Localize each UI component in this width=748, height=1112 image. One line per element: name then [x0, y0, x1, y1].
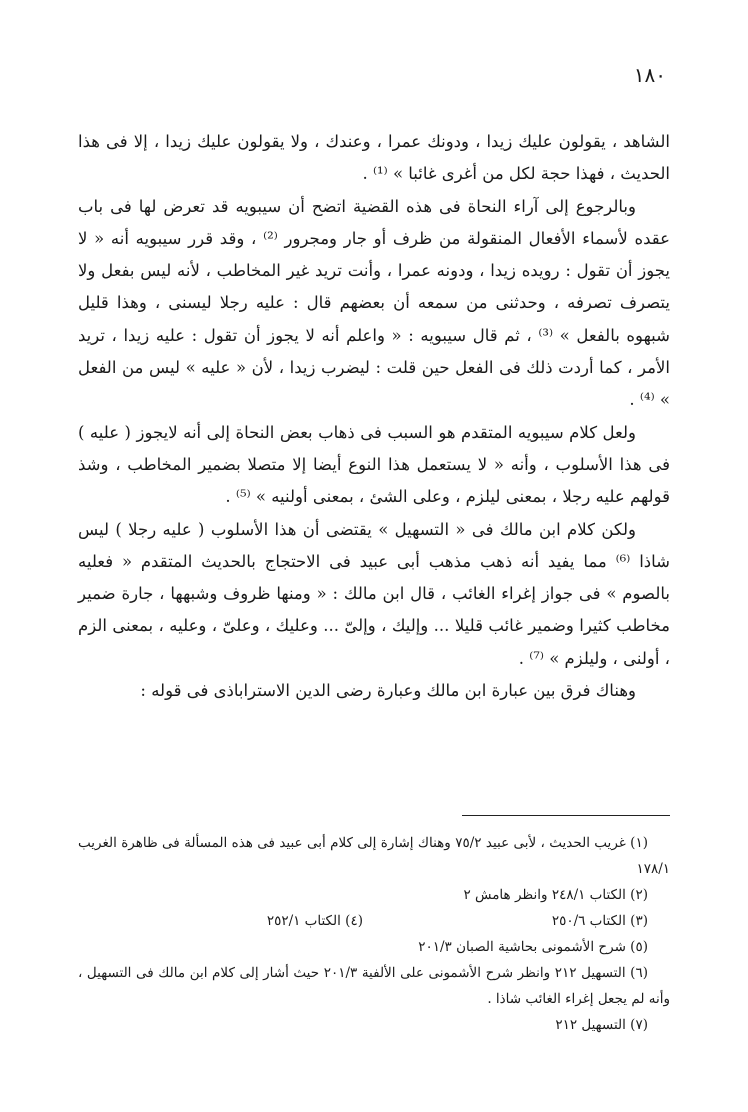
- footnote-pair-3-4: [78, 908, 670, 934]
- footnote-7: (٧) التسهيل ٢١٢: [555, 1017, 648, 1033]
- footnote-divider: [462, 815, 670, 816]
- paragraph-5: وهناك فرق بين عبارة ابن مالك وعبارة رضى الدين الاستراباذى فى قوله :: [140, 681, 636, 701]
- footnote-1: (١) غريب الحديث ، لأبى عبيد ٧٥/٢ وهناك إشارة إلى كلام أبى عبيد فى هذه المسألة فى ظاهرة الغريب ١٧٨/١: [78, 835, 670, 877]
- page-number: ١٨٠: [633, 63, 666, 87]
- footnote-2: (٢) الكتاب ٢٤٨/١ وانظر هامش ٢: [463, 887, 648, 903]
- footnote-4: (٤) الكتاب ٢٥٢/١: [266, 913, 363, 929]
- paragraph-4: ولكن كلام ابن مالك فى « التسهيل » يقتضى أن هذا الأسلوب ( عليه رجلا ) ليس شاذا ⁽⁶⁾ مما يفيد أنه ذهب مذهب أبى عبيد فى الاحتجاج بالحديث المتقدم « فعليه بالصوم » فى جواز إغراء الغائب ، قال ابن مالك : « ومنها ظروف وشبهها ، جارة ضمير مخاطب كثيرا وضمير غائب قليلا ... وإليك ، وإلىّ ... وعليك ، وعلىّ ، وعليه ، بمعنى الزم ، أولنى ، وليلزم » ⁽⁷⁾ .: [78, 519, 670, 668]
- body-text: [78, 126, 670, 707]
- paragraph-2: وبالرجوع إلى آراء النحاة فى هذه القضية اتضح أن سيبويه قد تعرض لها فى باب عقده لأسماء الأفعال المنقولة من ظرف أو جار ومجرور ⁽²⁾ ، وقد قرر سيبويه أنه « لا يجوز أن تقول : رويده زيدا ، ودونه عمرا ، وأنت تريد غير المخاطب ، لأنه ليس بفعل ولا يتصرف تصرفه ، وحدثنى من سمعه أن بعضهم قال : عليه رجلا ليسنى ، وهذا قليل شبهوه بالفعل » ⁽³⁾ ، ثم قال سيبويه : « واعلم أنه لا يجوز أن تقول : عليه زيدا ، تريد الأمر ، كما أردت ذلك فى الفعل حين قلت : ليضرب زيدا ، لأن « عليه » ليس من الفعل » ⁽⁴⁾ .: [78, 196, 670, 410]
- footnote-6: (٦) التسهيل ٢١٢ وانظر شرح الأشمونى على الألفية ٢٠١/٣ حيث أشار إلى كلام ابن مالك فى التسهيل ، وأنه لم يجعل إغراء الغائب شاذا .: [78, 965, 670, 1007]
- footnote-3: (٣) الكتاب ٢٥٠/٦: [551, 913, 648, 929]
- paragraph-1: الشاهد ، يقولون عليك زيدا ، ودونك عمرا ، وعندك ، ولا يقولون عليك زيدا ، إلا فى هذا الحديث ، فهذا حجة لكل من أغرى غائبا » ⁽¹⁾ .: [78, 132, 670, 184]
- footnotes: [78, 830, 670, 1038]
- paragraph-3: ولعل كلام سيبويه المتقدم هو السبب فى ذهاب بعض النحاة إلى أنه لايجوز ( عليه ) فى هذا الأسلوب ، وأنه « لا يستعمل هذا النوع أيضا إلا متصلا بضمير المخاطب ، وشذ قولهم عليه رجلا ، بمعنى ليلزم ، وعلى الشئ ، بمعنى أولنيه » ⁽⁵⁾ .: [78, 422, 670, 507]
- book-page: [78, 60, 670, 1090]
- footnote-5: (٥) شرح الأشمونى بحاشية الصبان ٢٠١/٣: [418, 939, 648, 955]
